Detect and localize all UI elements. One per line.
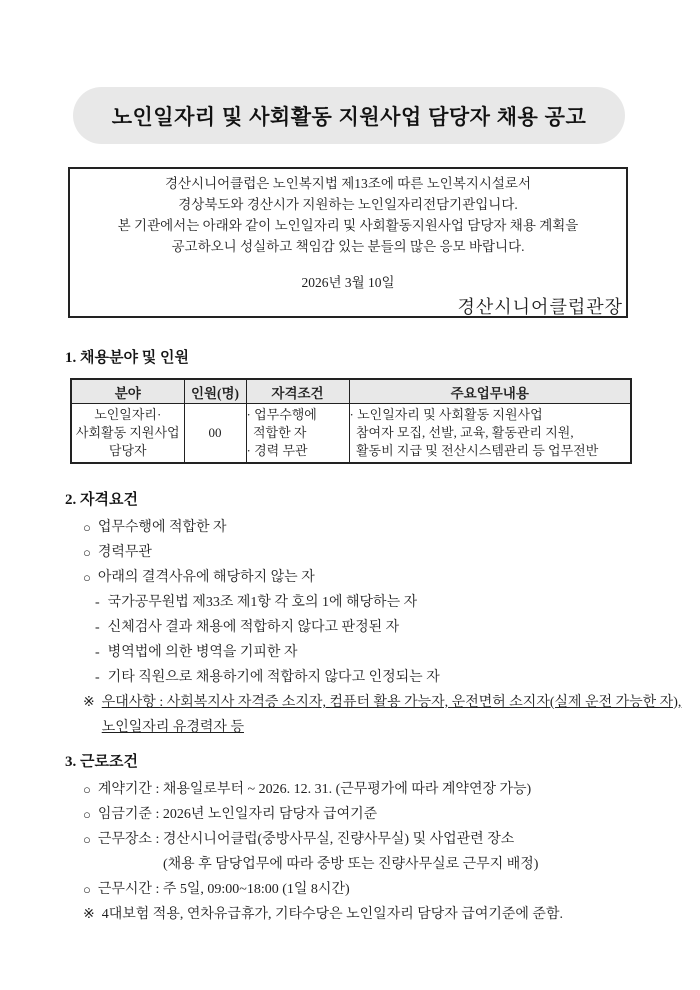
cell-field: 노인일자리· 사회활동 지원사업 담당자 (71, 404, 184, 464)
section2-heading: 2. 자격요건 (65, 492, 138, 508)
circle-bullet-icon: ○ (83, 570, 91, 585)
issuer-signature: 경산시니어클럽관장 (457, 297, 623, 317)
document-body (65, 348, 682, 927)
disqualification-item: - 병역법에 의한 병역을 기피한 자 (65, 640, 630, 665)
intro-line: 본 기관에서는 아래와 같이 노인일자리 및 사회활동지원사업 담당자 채용 계획을 (117, 218, 579, 233)
reference-mark-icon: ※ (83, 695, 95, 710)
intro-line: 경산시니어클럽은 노인복지법 제13조에 따른 노인복지시설로서 (164, 176, 532, 191)
list-item: ○ 근무장소 : 경산시니어클럽(중방사무실, 진량사무실) 및 사업관련 장소 (65, 827, 630, 852)
working-conditions-list (65, 777, 630, 927)
intro-line: 경상북도와 경산시가 지원하는 노인일자리전담기관입니다. (178, 197, 518, 212)
dash-bullet-icon: - (95, 645, 100, 660)
document-title-banner (73, 87, 625, 144)
disqualification-item: - 신체검사 결과 채용에 적합하지 않다고 판정된 자 (65, 615, 630, 640)
cell-headcount: 00 (184, 404, 246, 464)
circle-bullet-icon: ○ (83, 832, 91, 847)
circle-bullet-icon: ○ (83, 545, 91, 560)
column-header-field: 분야 (71, 379, 184, 404)
notice-date: 2026년 3월 10일 (301, 275, 395, 290)
circle-bullet-icon: ○ (83, 882, 91, 897)
list-item: ○ 계약기간 : 채용일로부터 ~ 2026. 12. 31. (근무평가에 따라 계약연장 가능) (65, 777, 630, 802)
preference-note-line: 노인일자리 유경력자 등 (101, 720, 244, 735)
list-item: ○ 경력무관 (65, 540, 630, 565)
qualification-list (65, 515, 682, 740)
list-item: ○ 임금기준 : 2026년 노인일자리 담당자 급여기준 (65, 802, 630, 827)
section3-heading: 3. 근로조건 (65, 754, 138, 770)
circle-bullet-icon: ○ (83, 807, 91, 822)
document-title: 노인일자리 및 사회활동 지원사업 담당자 채용 공고 (111, 105, 587, 129)
circle-bullet-icon: ○ (83, 782, 91, 797)
list-item: ○ 근무시간 : 주 5일, 09:00~18:00 (1일 8시간) (65, 877, 630, 902)
column-header-duties: 주요업무내용 (349, 379, 631, 404)
insurance-note: ※ 4대보험 적용, 연차유급휴가, 기타수당은 노인일자리 담당자 급여기준에 준함. (65, 902, 630, 927)
cell-duties: · 노인일자리 및 사회활동 지원사업 참여자 모집, 선발, 교육, 활동관리 지원, 활동비 지급 및 전산시스템관리 등 업무전반 (349, 404, 631, 464)
disqualification-item: - 기타 직원으로 채용하기에 적합하지 않다고 인정되는 자 (65, 665, 630, 690)
table-row (71, 404, 631, 464)
dash-bullet-icon: - (95, 595, 100, 610)
list-item: ○ 아래의 결격사유에 해당하지 않는 자 (65, 565, 630, 590)
recruitment-table (70, 378, 632, 464)
intro-line: 공고하오니 성실하고 책임감 있는 분들의 많은 응모 바랍니다. (171, 239, 525, 254)
intro-box (68, 167, 628, 318)
workplace-assignment-note: (채용 후 담당업무에 따라 중방 또는 진량사무실로 근무지 배정) (163, 857, 539, 872)
dash-bullet-icon: - (95, 670, 100, 685)
cell-qualification: · 업무수행에 적합한 자 · 경력 무관 (246, 404, 349, 464)
reference-mark-icon: ※ (83, 907, 95, 922)
column-header-qualification: 자격조건 (246, 379, 349, 404)
dash-bullet-icon: - (95, 620, 100, 635)
column-header-headcount: 인원(명) (184, 379, 246, 404)
preference-note-line: 우대사항 : 사회복지사 자격증 소지자, 컴퓨터 활용 가능자, 운전면허 소지자(실제 운전 가능한 자), (101, 695, 682, 710)
list-item: ○ 업무수행에 적합한 자 (65, 515, 630, 540)
table-header-row (71, 379, 631, 404)
preference-note (65, 690, 682, 740)
circle-bullet-icon: ○ (83, 520, 91, 535)
disqualification-item: - 국가공무원법 제33조 제1항 각 호의 1에 해당하는 자 (65, 590, 630, 615)
section1-heading: 1. 채용분야 및 인원 (65, 350, 189, 366)
